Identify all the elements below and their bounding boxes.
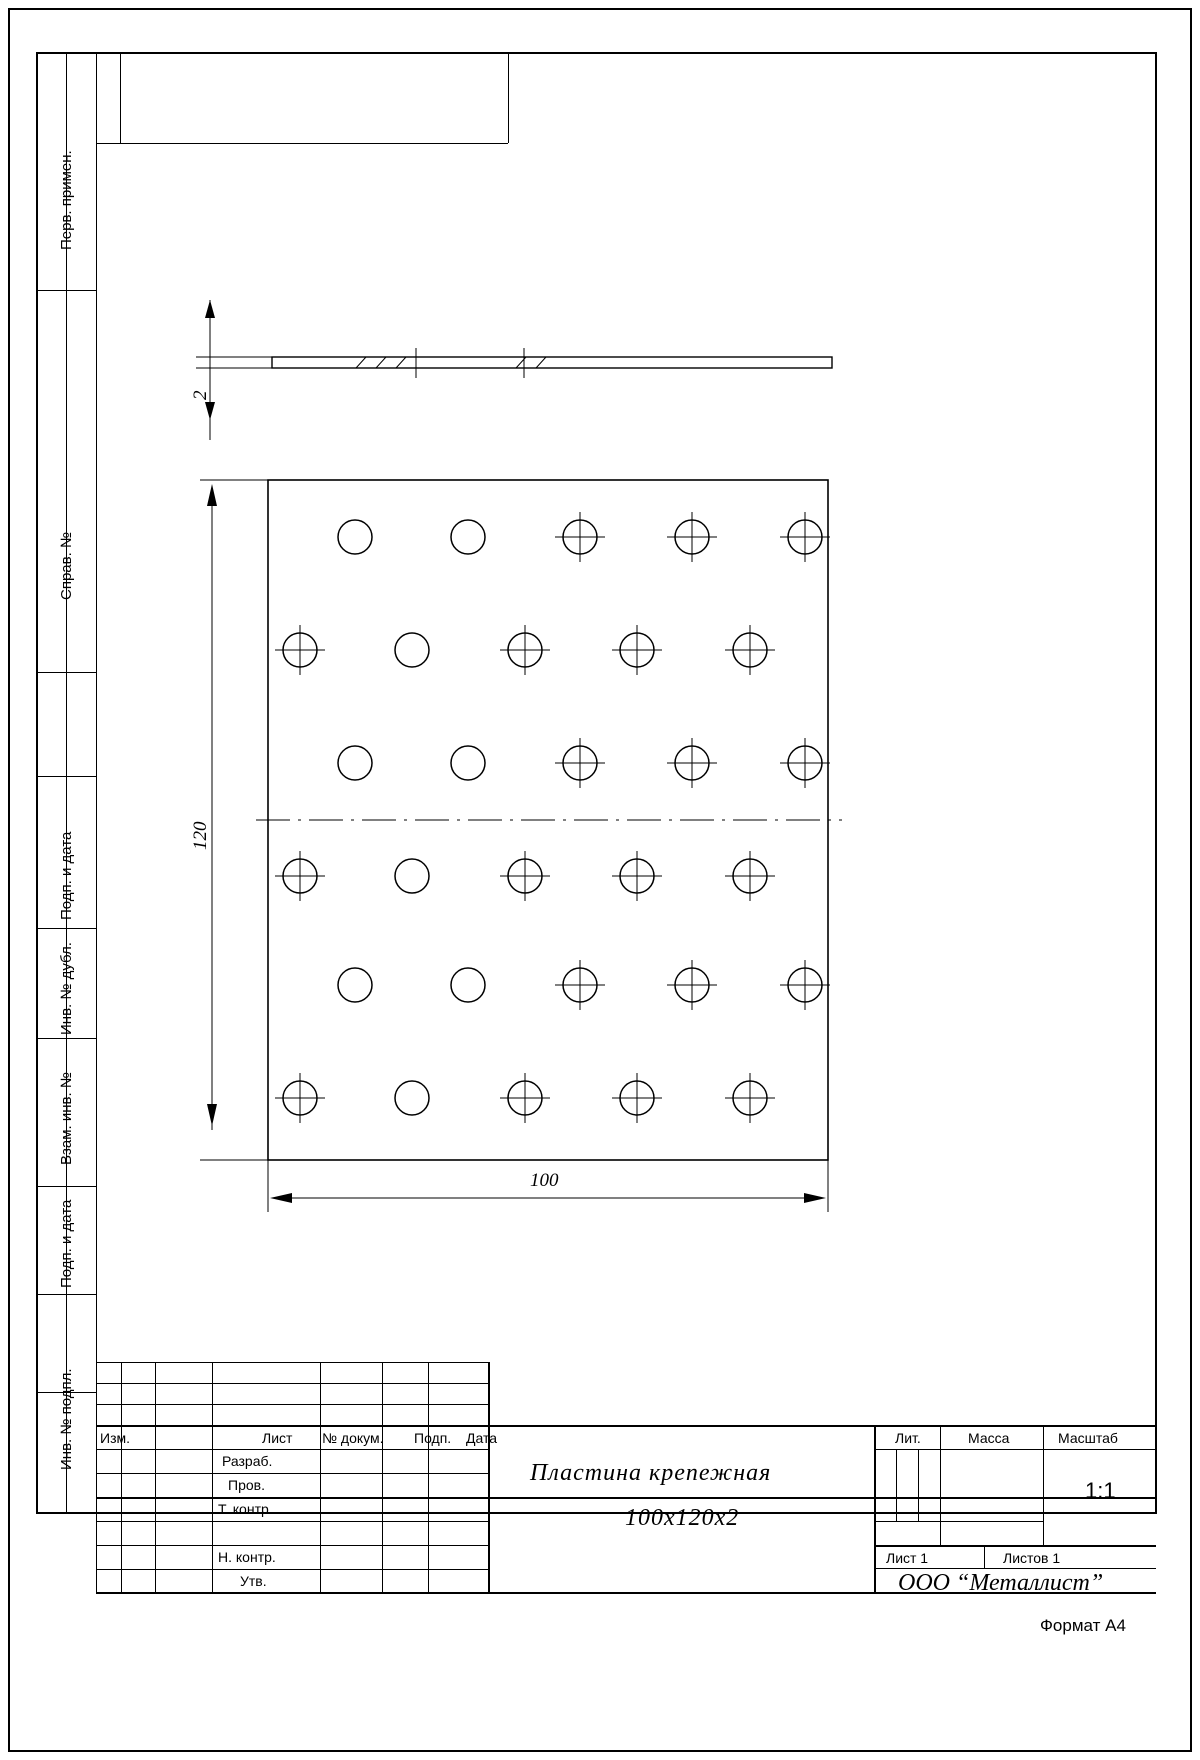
hole-grid [275, 512, 830, 1123]
tb-v-1 [121, 1362, 122, 1592]
tb-header-nomdokum: № докум. [322, 1430, 384, 1446]
dimension-height-label: 120 [190, 821, 211, 850]
tb-r-h-2 [874, 1545, 1156, 1547]
tb-header-podp: Подп. [414, 1430, 452, 1446]
side-label-inv-dubl: Инв. № дубл. [58, 942, 75, 1035]
side-label-vzam-inv: Взам. инв. № [58, 1072, 75, 1165]
tb-role-nkontr: Н. контр. [218, 1549, 276, 1565]
tb-role-tkontr: Т. контр. [218, 1501, 273, 1517]
tb-v-4 [320, 1362, 321, 1592]
side-label-inv-podpl: Инв. № подпл. [58, 1368, 75, 1470]
tb-role-razrab: Разраб. [222, 1453, 273, 1469]
format-label: Формат А4 [1040, 1616, 1126, 1635]
tb-r-h-3 [874, 1568, 1156, 1569]
tb-v-5 [382, 1362, 383, 1592]
tb-lit-h-bottom [874, 1521, 1043, 1522]
tb-header-izm: Изм. [100, 1430, 130, 1446]
part-name: Пластина крепежная [530, 1460, 772, 1486]
tb-header-list: Лист [262, 1430, 293, 1446]
side-label-sprav: Справ. № [58, 531, 75, 600]
tb-r-v-0 [874, 1425, 876, 1592]
tb-masshtab-label: Масштаб [1058, 1430, 1118, 1446]
tb-r-h-1 [874, 1449, 1156, 1450]
tb-v-6 [428, 1362, 429, 1592]
tb-r-v-1 [940, 1425, 941, 1545]
tb-v-3 [212, 1362, 213, 1592]
tb-lit-v-2 [918, 1449, 919, 1521]
tb-lit-label: Лит. [895, 1430, 921, 1446]
tb-h-6 [96, 1497, 1156, 1499]
tb-role-prov: Пров. [228, 1477, 265, 1493]
tb-lit-v-1 [896, 1449, 897, 1521]
tb-massa-label: Масса [968, 1430, 1010, 1446]
side-label-podp-data-2: Подп. и дата [58, 1199, 75, 1288]
tb-v-7 [488, 1362, 490, 1592]
tb-v-2 [155, 1362, 156, 1592]
side-label-podp-data-1: Подп. и дата [58, 831, 75, 920]
tb-r-v-2 [1043, 1425, 1044, 1545]
tb-sheet-label: Лист 1 [886, 1550, 929, 1566]
tb-scale-value: 1:1 [1085, 1478, 1116, 1503]
tb-h-main [96, 1425, 1156, 1427]
tb-sheets-label: Листов 1 [1003, 1550, 1061, 1566]
tb-v-0 [96, 1362, 97, 1592]
company-name: ООО “Металлист” [898, 1570, 1104, 1596]
part-size: 100х120х2 [625, 1505, 740, 1531]
tb-sheets-v [984, 1545, 985, 1568]
tb-header-data: Дата [466, 1430, 498, 1446]
tb-role-utv: Утв. [240, 1573, 267, 1589]
dimension-width-label: 100 [530, 1170, 559, 1191]
dimension-thickness-label: 2 [190, 390, 211, 400]
side-label-perv-primen: Перв. примен. [58, 150, 75, 250]
